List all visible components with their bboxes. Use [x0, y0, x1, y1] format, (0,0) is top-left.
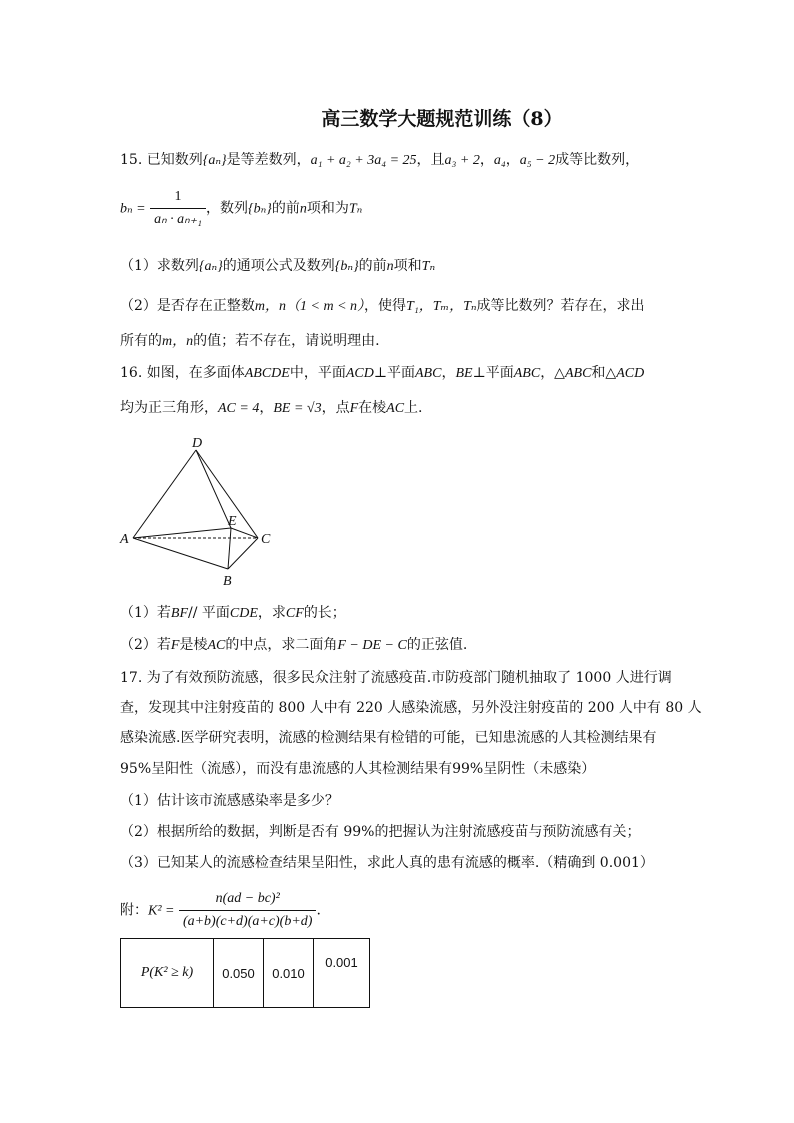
q16-p1-cde: CDE	[229, 606, 258, 621]
q15-text: 成等比数列，	[555, 152, 640, 168]
q15-p1-seq-a: {aₙ}	[198, 259, 223, 274]
q17-appendix	[120, 890, 321, 931]
q15-text: ，且	[416, 152, 445, 168]
q16-text: 16. 如图，在多面体	[120, 365, 245, 381]
q15-sep: ，	[505, 152, 520, 168]
q15-bn-num: 1	[150, 188, 206, 209]
q15-p2-T: T₁，Tₘ，Tₙ	[406, 299, 477, 314]
q16-p1-text: ，求	[257, 605, 286, 621]
k2-end: .	[316, 902, 321, 919]
q15-seq-b: {bₙ}	[248, 201, 272, 217]
q16-p2-f: F	[170, 638, 180, 653]
edge-AB	[133, 538, 228, 569]
q15-bn-den: aₙ · aₙ₊₁	[154, 212, 202, 227]
table-header-cell: P(K² ≥ k)	[121, 939, 214, 1008]
q15-text: 项和为	[306, 200, 349, 217]
table-cell: 0.001	[314, 939, 370, 1008]
q16-p2-ac: AC	[207, 638, 226, 653]
polyhedron-figure	[116, 432, 286, 592]
q16-ac2: AC	[386, 401, 405, 416]
table-row	[121, 939, 370, 1008]
critical-value-table	[120, 938, 370, 1008]
q15-line1	[120, 151, 639, 170]
table-cell: 0.050	[214, 939, 264, 1008]
q15-n: n	[299, 201, 307, 217]
q16-p2-text: 的正弦值.	[406, 637, 468, 653]
q16-abc2: ABC	[513, 366, 541, 381]
k2-fraction	[179, 890, 317, 931]
q15-p2-mn2: m，n	[162, 334, 194, 349]
q15-sep: ，	[479, 152, 494, 168]
q16-line2	[120, 399, 422, 418]
k2-den: (a+b)(c+d)(a+c)(b+d)	[182, 914, 313, 929]
label-B: B	[223, 574, 232, 589]
q15-intro: 15. 已知数列	[120, 152, 203, 168]
k2-lhs: K² =	[148, 903, 175, 919]
appendix-label: 附：	[120, 902, 148, 919]
q15-p1-n: n	[386, 259, 394, 274]
q15-p1-text: 项和	[393, 258, 422, 274]
q15-t2: a₄	[493, 153, 506, 168]
q15-text: 是等差数列，	[226, 152, 311, 168]
q16-text: ，	[259, 400, 274, 416]
page-title: 高三数学大题规范训练（8）	[321, 108, 563, 130]
edge-AE	[133, 528, 231, 538]
q16-ac: AC = 4	[218, 401, 260, 416]
q16-be: BE	[455, 366, 473, 381]
q15-eq1: a₁ + a₂ + 3a₄ = 25	[310, 153, 417, 168]
q17-line1: 17. 为了有效预防流感，很多民众注射了流感疫苗.市防疫部门随机抽取了 1000 人进行调	[120, 670, 672, 686]
q16-text: ，△	[540, 365, 565, 381]
q16-abc3: ABC	[564, 366, 592, 381]
q16-text: 和△	[591, 365, 617, 381]
q15-p2-text: ，使得	[364, 298, 407, 314]
label-A: A	[120, 532, 129, 547]
q15-p1-text: 的前	[358, 258, 387, 274]
edge-CB	[228, 538, 258, 569]
q15-t3: a₅ − 2	[519, 153, 556, 168]
q17-part2: （2）根据所给的数据，判断是否有 99%的把握认为注射流感疫苗与预防流感有关；	[120, 824, 641, 840]
q16-abc: ABC	[415, 366, 442, 381]
q16-line1	[120, 364, 644, 383]
q15-p2-text: 所有的	[120, 333, 162, 349]
q16-be-eq: BE = √3	[273, 401, 322, 416]
edge-DA	[133, 450, 196, 538]
q15-p1-text: 的通项公式及数列	[222, 258, 335, 274]
q16-acd2: ACD	[616, 366, 645, 381]
q15-p2-mn: m，n（1 < m < n）	[254, 299, 365, 314]
q17-line2: 查，发现其中注射疫苗的 800 人中有 220 人感染流感，另外没注射疫苗的 200 人中有 80 人	[120, 700, 702, 716]
q16-poly: ABCDE	[244, 366, 290, 381]
table-cell: 0.010	[264, 939, 314, 1008]
q16-p2-text: 的中点，求二面角	[225, 637, 338, 653]
q17-line3: 感染流感.医学研究表明，流感的检测结果有检错的可能，已知患流感的人其检测结果有	[120, 730, 657, 746]
label-D: D	[192, 436, 203, 451]
q16-text: 在棱	[358, 400, 387, 416]
q15-p2-text: （2）是否存在正整数	[120, 298, 255, 314]
q16-p1-text: 的长；	[303, 605, 346, 621]
q15-seq-a: {aₙ}	[202, 153, 227, 168]
q16-text: 均为正三角形，	[120, 400, 218, 416]
q15-p2-text: 的值；若不存在，请说明理由.	[193, 333, 380, 349]
q15-p1-seq-b: {bₙ}	[334, 259, 359, 274]
q16-text: 上.	[404, 400, 423, 416]
q15-bn-lhs: bₙ =	[120, 201, 146, 217]
q15-part1	[120, 257, 435, 276]
q16-text: ，点	[321, 400, 350, 416]
q16-p1-text: // 平面	[188, 605, 230, 621]
q17-line4: 95%呈阳性（流感），而没有患流感的人其检测结果有99%呈阴性（未感染）	[120, 761, 596, 777]
q15-text: ，数列	[206, 200, 248, 217]
edge-EB	[228, 528, 231, 569]
q15-p2-text: 成等比数列？若存在，求出	[476, 298, 645, 314]
q15-part2	[120, 297, 645, 316]
q16-p2-angle: F − DE − C	[337, 638, 407, 653]
q16-p2-text: （2）若	[120, 637, 171, 653]
q15-text: 的前	[271, 200, 300, 217]
q16-p2-text: 是棱	[179, 637, 208, 653]
q16-part1	[120, 604, 346, 623]
q15-Tn: Tₙ	[348, 201, 363, 217]
q16-text: ⊥平面	[472, 365, 514, 381]
edge-DE	[196, 450, 231, 528]
q15-part2-line2	[120, 332, 380, 351]
q16-text: ，	[441, 365, 456, 381]
q15-bn-fraction	[150, 188, 206, 229]
edge-DC	[196, 450, 258, 538]
q16-text: ⊥平面	[373, 365, 415, 381]
label-C: C	[261, 532, 271, 547]
q16-f: F	[349, 401, 359, 416]
q17-part3: （3）已知某人的流感检查结果呈阳性，求此人真的患有流感的概率.（精确到 0.001）	[120, 855, 654, 871]
q16-part2	[120, 636, 467, 655]
q16-text: 中，平面	[289, 365, 346, 381]
q16-p1-bf: BF	[170, 606, 189, 621]
q15-t1: a₃ + 2	[444, 153, 480, 168]
q15-p1-Tn: Tₙ	[421, 259, 436, 274]
q16-acd: ACD	[345, 366, 374, 381]
label-E: E	[228, 514, 237, 529]
q16-p1-text: （1）若	[120, 605, 171, 621]
q15-p1-text: （1）求数列	[120, 258, 199, 274]
q15-line2	[120, 188, 362, 229]
q17-part1: （1）估计该市流感感染率是多少？	[120, 793, 339, 809]
q16-p1-cf: CF	[285, 606, 304, 621]
k2-num: n(ad − bc)²	[179, 890, 317, 911]
